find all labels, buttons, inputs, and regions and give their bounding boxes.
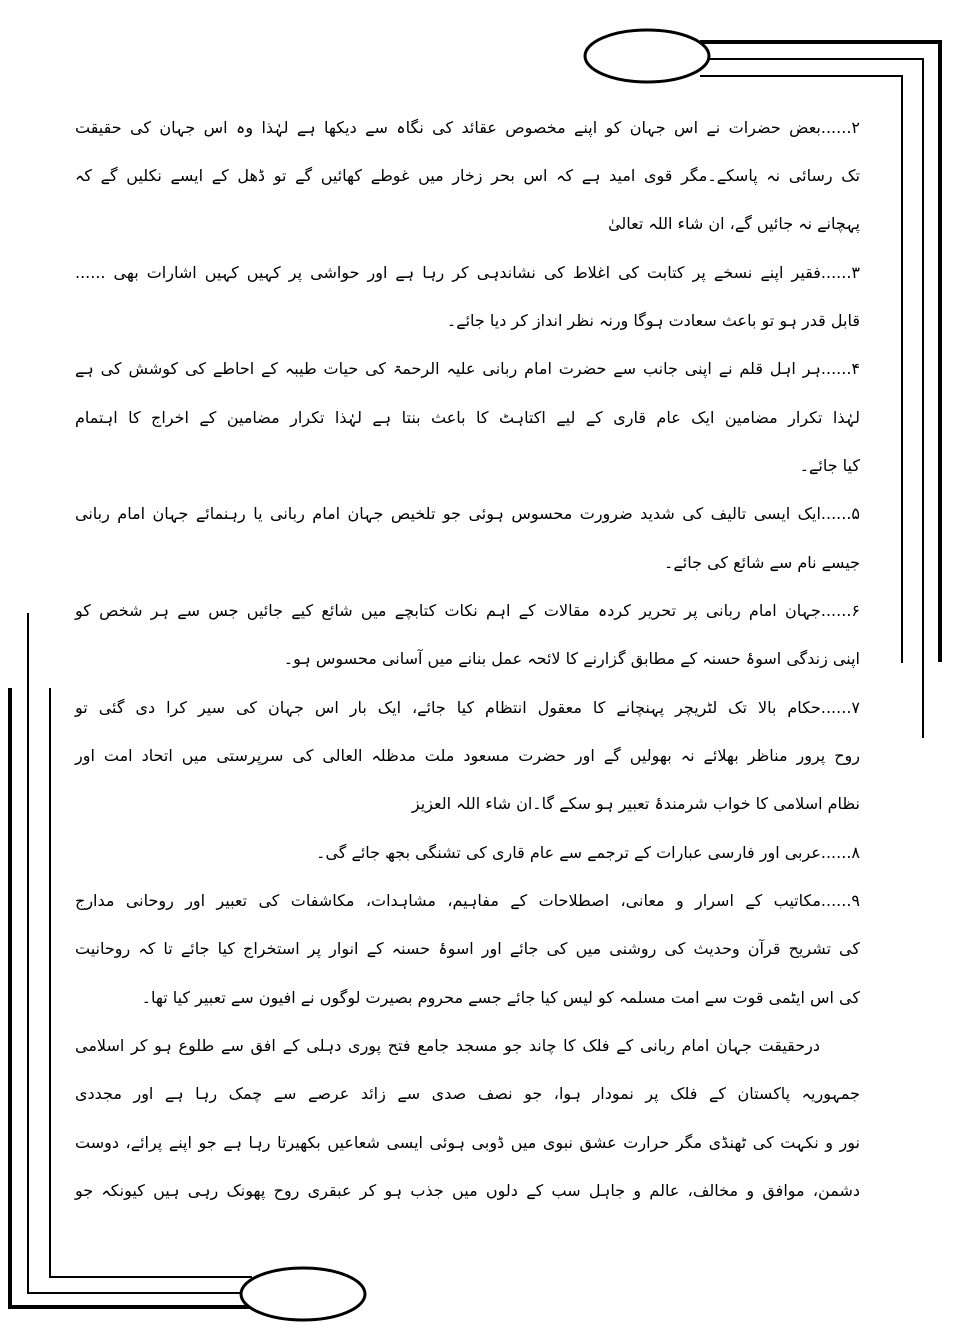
text-line: کیا جائے۔ [799, 456, 860, 475]
text-line: کی اس ایٹمی قوت سے امت مسلمہ کو لیس کیا جائے جسے محروم بصیرت لوگوں نے افیون سے تعبیر کیا تھا۔ [141, 988, 860, 1007]
text-line: درحقیقت جہان امام ربانی کے فلک کا چاند جو مسجد جامع فتح پوری دہلی کے افق سے طلوع ہو کر اسلامی [75, 1036, 820, 1055]
text-line: دشمن، موافق و مخالف، عالم و جاہل سب کے دلوں میں جذب ہو کر عبقری روح پھونک رہی ہیں کیونکہ جو [75, 1181, 860, 1200]
text-line: اپنی زندگی اسوۂ حسنہ کے مطابق گزارنے کا لائحہ عمل بنانے میں آسانی محسوس ہو۔ [283, 649, 860, 668]
text-line: کی تشریح قرآن وحدیث کی روشنی میں کی جائے اور اسوۂ حسنہ کے انوار پر استخراج کیا جائے تا کہ روحانیت [75, 939, 860, 958]
text-line: ۷......حکام بالا تک لٹریچر پہنچانے کا معقول انتظام کیا جائے، ایک بار اس جہان کی سیر کرا دی گئی تو [75, 698, 860, 717]
text-line: تک رسائی نہ پاسکے۔مگر قوی امید ہے کہ اس بحر زخار میں غوطے کھائیں گے تو ڈھل کے ایسے نکلیں گے کہ [75, 166, 860, 185]
text-line: روح پرور مناظر بھلائے نہ بھولیں گے اور حضرت مسعود ملت مدظلہ العالی کی سرپرستی میں اتحاد امت اور [75, 746, 860, 765]
text-line: ۳......فقیر اپنے نسخے پر کتابت کی اغلاط کی نشاندہی کر رہا ہے اور حواشی پر کہیں کہیں اشارات بھی ...... [75, 263, 861, 282]
bottom-ornament-ellipse [241, 1268, 365, 1320]
text-line: ۶......جہان امام ربانی پر تحریر کردہ مقالات کے اہم نکات کتابچے میں شائع کیے جائیں جس سے ہر شخص کو [75, 601, 860, 620]
text-line: ۸......عربی اور فارسی عبارات کے ترجمے سے عام قاری کی تشنگی بجھ جائے گی۔ [316, 843, 860, 862]
text-line: ۲......بعض حضرات نے اس جہان کو اپنے مخصوص عقائد کی نگاہ سے دیکھا ہے لہٰذا وہ اس جہان کی حقیقت [75, 118, 860, 137]
text-line: ۵......ایک ایسی تالیف کی شدید ضرورت محسوس ہوئی جو تلخیص جہان امام ربانی یا رہنمائے جہان امام ربانی [75, 504, 860, 523]
text-line: ۴......ہر اہل قلم نے اپنی جانب سے حضرت امام ربانی علیہ الرحمۃ کی حیات طیبہ کے احاطے کی کوشش کی ہے [75, 359, 860, 378]
text-line: جیسے نام سے شائع کی جائے۔ [664, 553, 860, 572]
top-ornament-ellipse [585, 30, 709, 82]
text-line: نور و نکہت کی ٹھنڈی مگر حرارت عشق نبوی میں ڈوبی ہوئی ایسی شعاعیں بکھیرتا رہا ہے جو اپنے پرائے، دوست [75, 1133, 860, 1152]
text-line: قابل قدر ہو تو باعث سعادت ہوگا ورنہ نظر انداز کر دیا جائے۔ [446, 311, 860, 330]
text-line: لہٰذا تکرار مضامین ایک عام قاری کے لیے اکتاہٹ کا باعث بنتا ہے لہٰذا تکرار مضامین کے اخراج کا اہتمام [75, 408, 860, 427]
text-line: نظام اسلامی کا خواب شرمندۂ تعبیر ہو سکے گا۔ان شاء اللہ العزیز [411, 794, 860, 813]
text-line: پہچانے نہ جائیں گے، ان شاء اللہ تعالیٰ [608, 214, 860, 233]
text-line: جمہوریہ پاکستان کے فلک پر نمودار ہوا، جو نصف صدی سے زائد عرصے سے چمک رہا ہے اور مجددی [75, 1084, 860, 1103]
text-line: ۹......مکاتیب کے اسرار و معانی، اصطلاحات کے مفاہیم، مشاہدات، مکاشفات کی تعبیر اور روحانی مدارج [75, 891, 860, 910]
